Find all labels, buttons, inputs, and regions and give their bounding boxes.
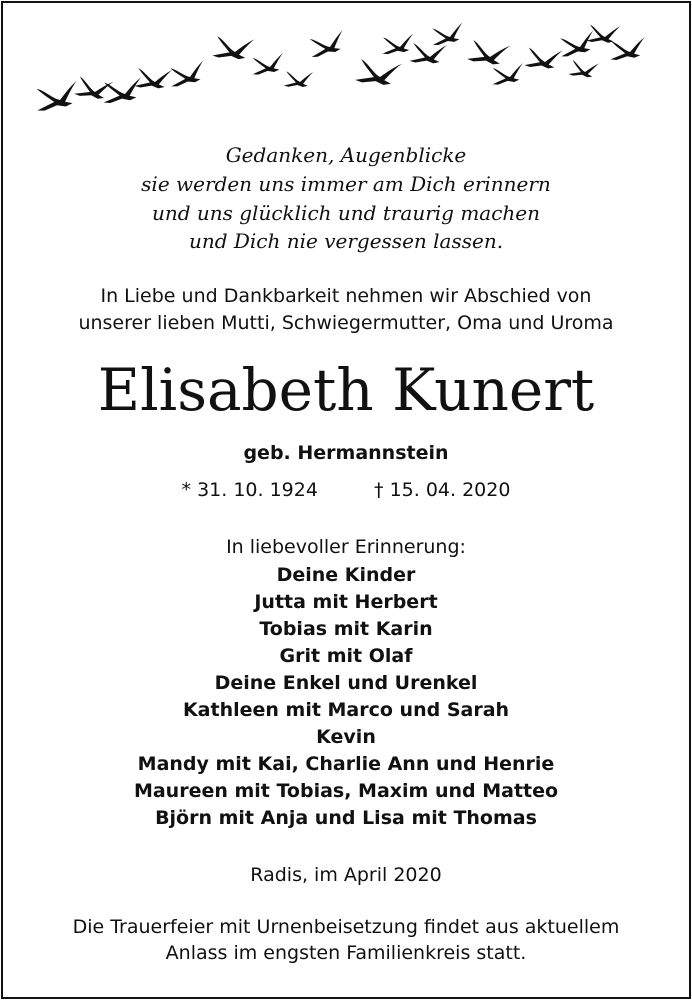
mourner-line: Kevin bbox=[316, 726, 376, 748]
mourner-line: Jutta mit Herbert bbox=[254, 591, 438, 613]
mourner-line: Kathleen mit Marco und Sarah bbox=[182, 699, 510, 721]
flying-birds-icon bbox=[30, 22, 660, 127]
bird-silhouette bbox=[568, 58, 599, 80]
mourner-line: Björn mit Anja und Lisa mit Thomas bbox=[155, 807, 537, 829]
mourners-intro: In liebevoller Erinnerung: bbox=[226, 536, 466, 558]
mourner-line: Deine Kinder bbox=[276, 564, 416, 586]
bird-silhouette bbox=[74, 74, 114, 102]
bird-silhouette bbox=[524, 45, 563, 71]
bird-silhouette bbox=[34, 81, 80, 112]
mourner-line: Maureen mit Tobias, Maxim und Matteo bbox=[133, 780, 559, 802]
death-date: † 15. 04. 2020 bbox=[374, 479, 511, 501]
intro-line: unserer lieben Mutti, Schwiegermutter, Oma und Uroma bbox=[78, 312, 614, 334]
poem-line: und uns glücklich und traurig machen bbox=[151, 201, 541, 225]
intro-line: In Liebe und Dankbarkeit nehmen wir Abschied von bbox=[100, 285, 592, 307]
mourner-line: Tobias mit Karin bbox=[259, 618, 433, 640]
poem-line: sie werden uns immer am Dich erinnern bbox=[141, 172, 551, 196]
bird-silhouette bbox=[168, 60, 207, 87]
bird-silhouette bbox=[430, 23, 465, 46]
maiden-name: geb. Hermannstein bbox=[243, 442, 449, 464]
bird-silhouette bbox=[558, 30, 597, 57]
bird-silhouette bbox=[251, 53, 285, 75]
bird-silhouette bbox=[409, 41, 447, 66]
life-dates bbox=[0, 479, 692, 501]
bird-silhouette bbox=[491, 63, 525, 85]
place-date: Radis, im April 2020 bbox=[250, 864, 442, 886]
bird-silhouette bbox=[284, 70, 314, 89]
bird-silhouette bbox=[586, 23, 620, 45]
bird-silhouette bbox=[381, 33, 415, 54]
bird-silhouette bbox=[609, 37, 646, 60]
poem-line: Gedanken, Augenblicke bbox=[225, 143, 467, 167]
funeral-note-line: Die Trauerfeier mit Urnenbeisetzung findet aus aktuellem bbox=[72, 916, 620, 938]
bird-silhouette bbox=[467, 37, 511, 68]
mourner-line: Deine Enkel und Urenkel bbox=[214, 672, 478, 694]
birth-date: * 31. 10. 1924 bbox=[181, 479, 318, 501]
poem-line: und Dich nie vergessen lassen. bbox=[188, 229, 504, 253]
bird-silhouette bbox=[102, 77, 143, 103]
bird-silhouette bbox=[308, 30, 348, 58]
bird-silhouette bbox=[355, 56, 402, 88]
mourner-line: Mandy mit Kai, Charlie Ann und Henrie bbox=[137, 753, 555, 775]
deceased-name: Elisabeth Kunert bbox=[97, 356, 595, 424]
funeral-note-line: Anlass im engsten Familienkreis statt. bbox=[165, 942, 527, 964]
mourner-line: Grit mit Olaf bbox=[279, 645, 413, 667]
bird-silhouette bbox=[212, 34, 254, 62]
